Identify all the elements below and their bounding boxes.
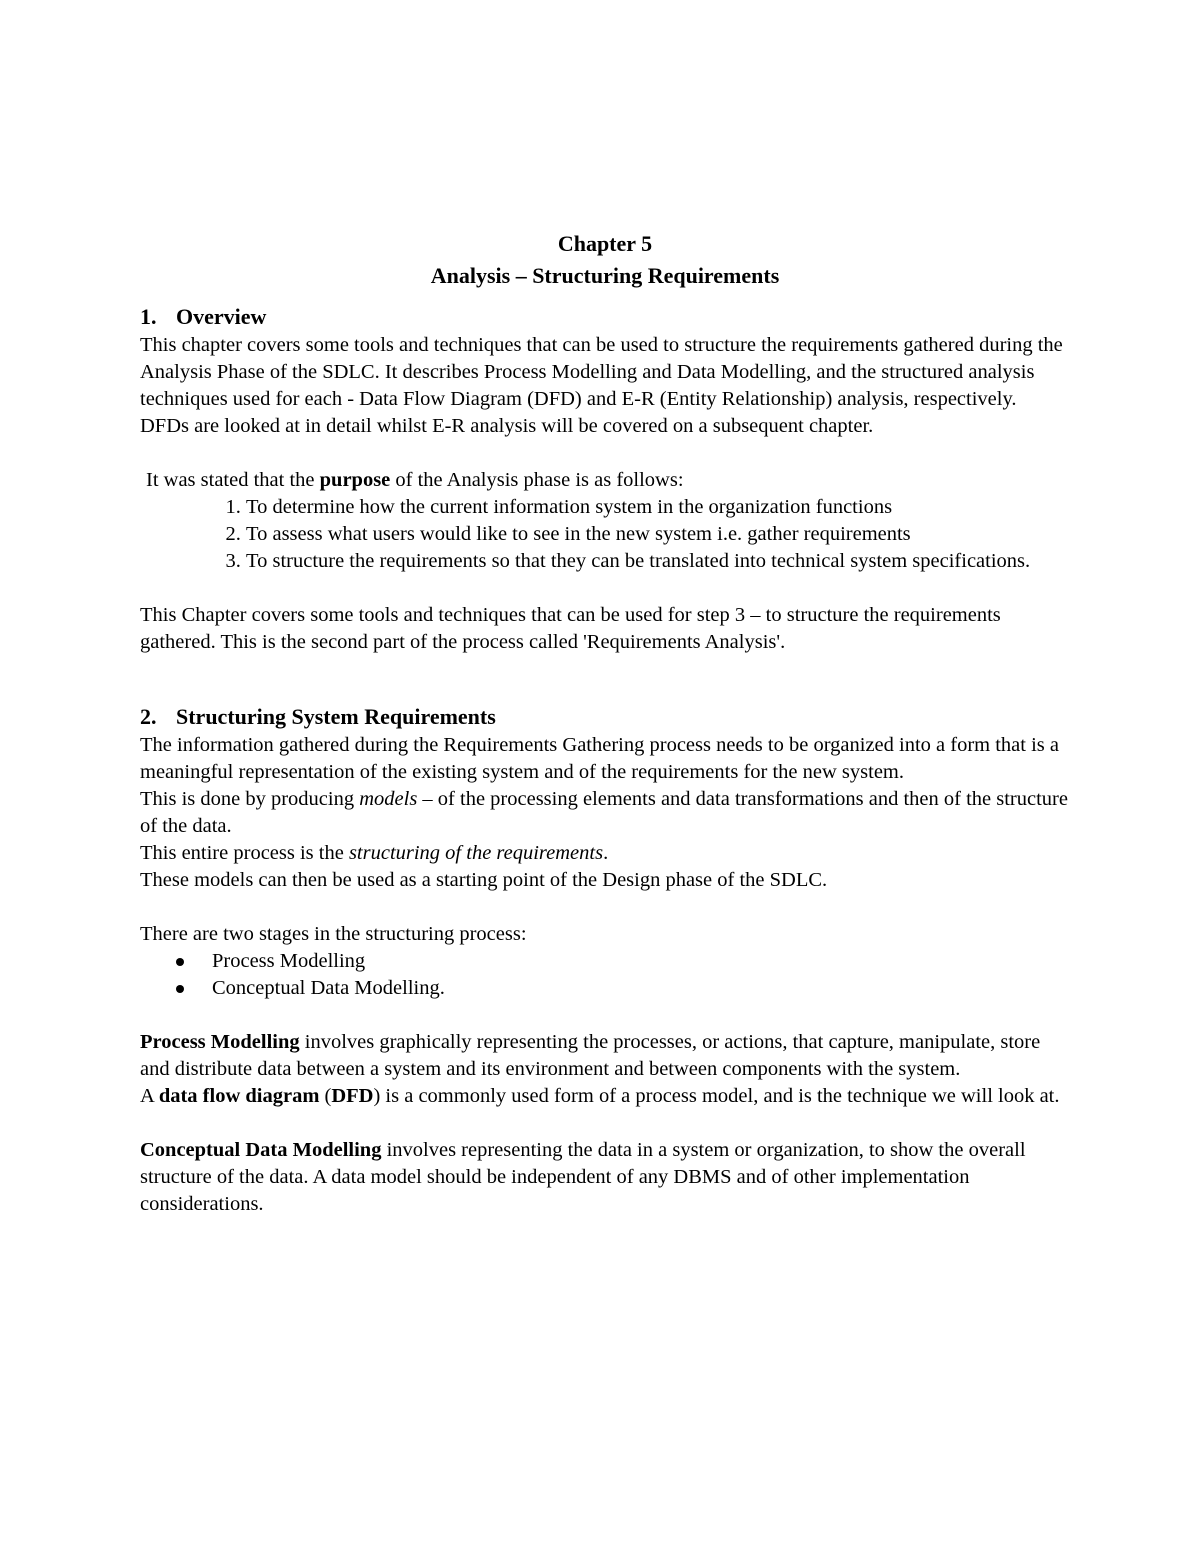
purpose-item: 3. To structure the requirements so that they can be translated into technical system specifications. <box>246 548 1070 575</box>
section-2-title: Structuring System Requirements <box>176 704 496 729</box>
text-run: This entire process is the <box>140 842 349 864</box>
section-1-heading <box>140 302 1070 332</box>
process-modelling-paragraph <box>140 1029 1070 1083</box>
purpose-item: 1. To determine how the current information system in the organization functions <box>246 494 1070 521</box>
structuring-paragraph-2 <box>140 786 1070 840</box>
structuring-term: structuring of the requirements <box>348 842 604 864</box>
overview-paragraph: This chapter covers some tools and techniques that can be used to structure the requirements gathered during the Analysis Phase of the SDLC. It describes Process Modelling and Data Modelling, and the structured analysis techniques used for each - Data Flow Diagram (DFD) and E-R (Entity Relationship) analysis, respectively. DFDs are looked at in detail whilst E-R analysis will be covered on a subsequent chapter. <box>140 334 1063 437</box>
purpose-intro-post: of the Analysis phase is as follows: <box>390 469 684 491</box>
text-run: involves graphically representing the processes, or actions, that capture, manipulate, store and distribute data between a system and its environment and between components with the system. <box>140 1031 1041 1080</box>
chapter-scope-paragraph: This Chapter covers some tools and techniques that can be used for step 3 – to structure the requirements gathered. This is the second part of the process called 'Requirements Analysis'. <box>140 604 1001 653</box>
spacer <box>140 1110 1070 1137</box>
text-run: . <box>603 842 609 864</box>
chapter-title: Analysis – Structuring Requirements <box>430 263 780 288</box>
purpose-intro <box>140 467 1070 494</box>
chapter-number: Chapter 5 <box>557 231 653 256</box>
spacer <box>140 575 1070 602</box>
text-run: ( <box>319 1085 332 1107</box>
stages-list <box>140 948 1070 1002</box>
structuring-paragraph-4: These models can then be used as a starting point of the Design phase of the SDLC. <box>140 869 828 891</box>
stage-item: Process Modelling <box>212 948 1070 975</box>
text-run: – of the processing elements and data transformations and then of the structure of the data. <box>140 788 1068 837</box>
spacer <box>140 656 1070 702</box>
purpose-intro-pre: It was stated that the <box>146 469 320 491</box>
stages-intro: There are two stages in the structuring process: <box>140 923 527 945</box>
process-modelling-term: Process Modelling <box>140 1031 300 1053</box>
purpose-list <box>140 494 1070 575</box>
stage-item: Conceptual Data Modelling. <box>212 975 1070 1002</box>
spacer <box>140 440 1070 467</box>
purpose-item: 2. To assess what users would like to see in the new system i.e. gather requirements <box>246 521 1070 548</box>
text-run: A <box>140 1085 159 1107</box>
section-2-heading <box>140 702 1070 732</box>
text-run: This is done by producing <box>140 788 360 810</box>
dfd-term: data flow diagram <box>158 1085 320 1107</box>
text-run: ) is a commonly used form of a process model, and is the technique we will look at. <box>373 1085 1060 1107</box>
section-1-title: Overview <box>176 304 267 329</box>
structuring-paragraph-3 <box>140 840 1070 867</box>
spacer <box>140 894 1070 921</box>
purpose-keyword: purpose <box>319 469 391 491</box>
conceptual-data-modelling-term: Conceptual Data Modelling <box>140 1139 382 1161</box>
structuring-paragraph-1: The information gathered during the Requirements Gathering process needs to be organized into a form that is a meaningful representation of the existing system and of the requirements for the new system. <box>140 734 1059 783</box>
dfd-abbrev: DFD <box>331 1085 374 1107</box>
conceptual-data-modelling-paragraph <box>140 1137 1070 1218</box>
section-1-number: 1. <box>140 304 157 329</box>
spacer <box>140 292 1070 302</box>
section-2-number: 2. <box>140 704 157 729</box>
document-page <box>140 228 1070 1218</box>
text-run: involves representing the data in a system or organization, to show the overall structure of the data. A data model should be independent of any DBMS and of other implementation considerations. <box>140 1139 1026 1215</box>
spacer <box>140 1002 1070 1029</box>
models-term: models <box>359 788 418 810</box>
dfd-paragraph <box>140 1083 1070 1110</box>
